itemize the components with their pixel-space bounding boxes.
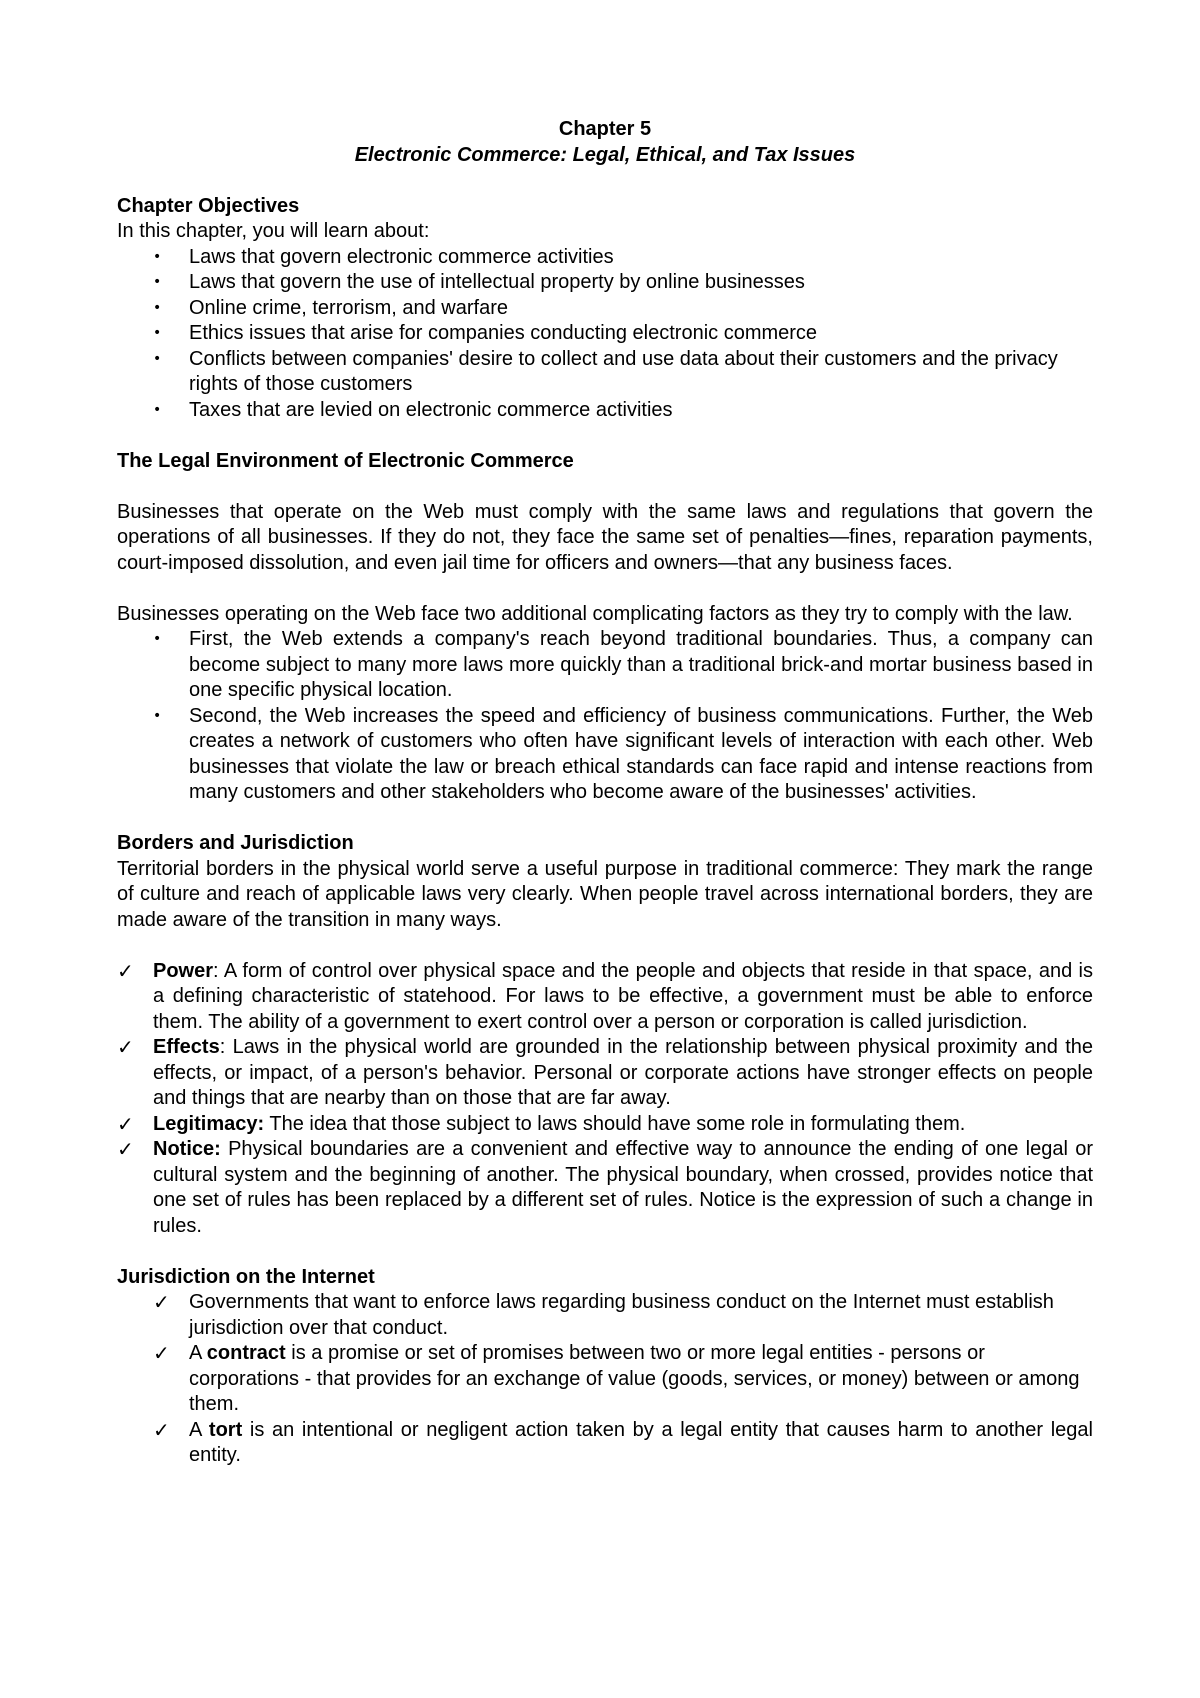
checkmark-icon: ✓ [117, 958, 134, 983]
bullet-icon: • [153, 631, 162, 647]
chapter-title: Electronic Commerce: Legal, Ethical, and Tax Issues [354, 143, 856, 166]
list-item [117, 296, 1093, 322]
spacer [117, 576, 1093, 602]
list-item-text: Online crime, terrorism, and warfare [189, 296, 508, 319]
borders-list [117, 959, 1093, 1240]
list-item-text: A form of control over physical space and the people and objects that reside in that space, and is a defining characteristic of statehood. For laws to be effective, a government must be able to enforce them. The ability of a government to exert control over a person or corporation is called jurisdiction. [153, 959, 1093, 1033]
bullet-icon: • [153, 248, 162, 265]
spacer [117, 474, 1093, 500]
separator: : [213, 959, 219, 982]
document-page [117, 117, 1093, 1469]
list-item [117, 1290, 1093, 1341]
bullet-icon: • [153, 350, 162, 367]
list-item-text: Laws that govern the use of intellectual property by online businesses [189, 271, 805, 293]
checkmark-icon: ✓ [153, 1417, 170, 1442]
list-item-text: is a promise or set of promises between two or more legal entities - persons or corporations - that provides for an exchange of value (goods, services, or money) between or among them. [189, 1342, 1080, 1415]
internet-jurisdiction-heading: Jurisdiction on the Internet [117, 1265, 375, 1288]
checkmark-icon: ✓ [153, 1290, 170, 1314]
list-item [117, 1418, 1093, 1469]
list-item-prefix: A [189, 1418, 209, 1441]
list-item-text: Ethics issues that arise for companies conducting electronic commerce [189, 322, 818, 344]
bullet-icon: • [153, 274, 162, 290]
term: Power [153, 959, 214, 982]
objectives-list [117, 245, 1093, 424]
spacer [117, 933, 1093, 959]
spacer [117, 168, 1093, 194]
list-item [117, 270, 1093, 296]
chapter-number: Chapter 5 [558, 118, 652, 140]
checkmark-icon: ✓ [117, 1035, 134, 1059]
spacer [117, 806, 1093, 832]
checkmark-icon: ✓ [117, 1137, 134, 1161]
bullet-icon: • [153, 401, 162, 418]
list-item [117, 347, 1093, 398]
list-item-text: Governments that want to enforce laws regarding business conduct on the Internet must establish jurisdiction over that conduct. [189, 1291, 1054, 1339]
list-item-text: Taxes that are levied on electronic commerce activities [189, 398, 673, 421]
checkmark-icon: ✓ [117, 1111, 134, 1136]
list-item-text: is an intentional or negligent action taken by a legal entity that causes harm to another legal entity. [189, 1418, 1093, 1466]
list-item [117, 704, 1093, 806]
term: tort [208, 1418, 243, 1441]
objectives-intro: In this chapter, you will learn about: [117, 220, 430, 242]
borders-heading: Borders and Jurisdiction [117, 832, 354, 854]
internet-jurisdiction-list [117, 1290, 1093, 1469]
list-item [117, 1341, 1093, 1418]
list-item-text: Laws in the physical world are grounded in the relationship between physical proximity and the effects, or impact, of a person's behavior. Personal or corporate actions have stronger effects on people and things that are nearby than on those that are far away. [153, 1036, 1093, 1109]
list-item-text: Laws that govern electronic commerce activities [189, 245, 614, 268]
list-item-text: First, the Web extends a company's reach beyond traditional boundaries. Thus, a company can become subject to many more laws more quickly than a traditional brick-and mortar business based in one specific physical location. [189, 628, 1093, 701]
list-item [117, 959, 1093, 1036]
list-item [117, 321, 1093, 347]
term: Legitimacy: [153, 1112, 265, 1135]
list-item-text: The idea that those subject to laws should have some role in formulating them. [264, 1112, 966, 1135]
list-item-text: Physical boundaries are a convenient and effective way to announce the ending of one legal or cultural system and the beginning of another. The physical boundary, when crossed, provides notice that one set of rules has been replaced by a different set of rules. Notice is the expression of such a change in rules. [153, 1138, 1093, 1237]
list-item [117, 627, 1093, 704]
term: Notice: [153, 1138, 221, 1160]
list-item [117, 398, 1093, 424]
list-item-text: Conflicts between companies' desire to collect and use data about their customers and the privacy rights of those customers [189, 347, 1058, 395]
list-item [117, 1137, 1093, 1239]
spacer [117, 423, 1093, 449]
bullet-icon: • [153, 325, 162, 341]
list-item [117, 245, 1093, 271]
objectives-heading: Chapter Objectives [117, 194, 300, 217]
list-item-prefix: A [189, 1342, 207, 1364]
list-item [117, 1112, 1093, 1138]
bullet-icon: • [153, 299, 162, 316]
legal-environment-heading: The Legal Environment of Electronic Commerce [117, 449, 574, 472]
legal-environment-list [117, 627, 1093, 806]
checkmark-icon: ✓ [153, 1341, 170, 1365]
term: Effects [153, 1036, 220, 1058]
list-item-text: Second, the Web increases the speed and efficiency of business communications. Further, the Web creates a network of customers who often have significant levels of interaction with each other. Web businesses that violate the law or breach ethical standards can face rapid and intense reactions from many customers and other stakeholders who become aware of the businesses' activities. [189, 704, 1093, 803]
spacer [117, 1239, 1093, 1265]
legal-environment-paragraph-1: Businesses that operate on the Web must comply with the same laws and regulations that govern the operations of all businesses. If they do not, they face the same set of penalties—fines, reparation payments, court-imposed dissolution, and even jail time for officers and owners—that any business faces. [117, 500, 1093, 574]
borders-paragraph: Territorial borders in the physical world serve a useful purpose in traditional commerce: They mark the range of culture and reach of applicable laws very clearly. When people travel across international borders, they are made aware of the transition in many ways. [117, 857, 1093, 931]
term: contract [206, 1342, 286, 1364]
legal-environment-paragraph-2: Businesses operating on the Web face two additional complicating factors as they try to comply with the law. [117, 602, 1073, 625]
separator: : [219, 1036, 226, 1058]
bullet-icon: • [153, 707, 162, 724]
list-item [117, 1035, 1093, 1112]
